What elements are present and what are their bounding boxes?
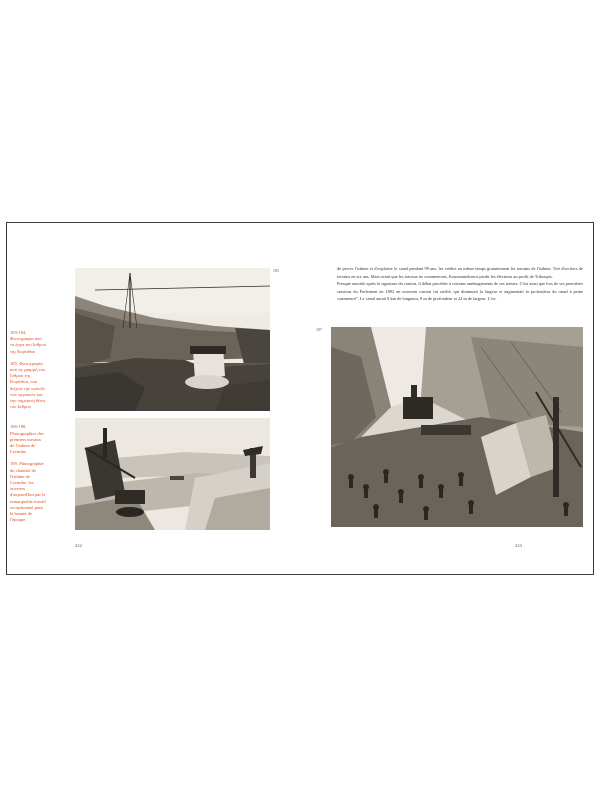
photo-excavation: [75, 268, 270, 411]
page-number-left: 222: [75, 543, 82, 548]
body-paragraph-2: Presque aussitôt après la signature du contrat, il débat procéder à certains aménagements de ses termes. C'est ainsi que lors de ses premières sessions du Parlement en 1882 un nouveau contrat fut ratifié, qui diminuait la largeur et augmentait la profondeur du canal à peine commencé". Le canal aurait 8 km de longueur, 8 m de profondeur et 22 m de largeur. L'ex-: [337, 281, 583, 302]
figure-ref-right: 187: [316, 328, 322, 332]
caption-4: 189. Photographie du chantier de l'isthme de Corinthe, les ouvriers d'aujourd'hui par le remarquable travail exceptionnel pour la beauté de l'époque: [10, 461, 46, 523]
excavation-image: [75, 268, 270, 411]
caption-1: 183-184. Φωτογραφία από τα έργα του Ισθμού της Κορίνθου: [10, 330, 47, 354]
photo-captions: [10, 330, 46, 523]
canal-cutting-image: [331, 327, 583, 527]
dredger-image: [75, 418, 270, 530]
caption-2: 185. Φωτογραφία από τη γραμμή του Ισθμού της Κορίνθου, που δείχνει την πρόοδο των εργασιών και την σημερινή θέση του Ισθμού: [10, 360, 46, 410]
figure-ref-left: 183: [273, 269, 279, 273]
page-number-right: 223: [515, 543, 522, 548]
body-text: [337, 265, 583, 303]
caption-3: 186-188. Photographies des premiers travaux de l'isthme de Corinthe: [10, 424, 44, 455]
photo-dredger: [75, 418, 270, 530]
body-paragraph-1: de percer l'isthme et d'exploiter le canal pendant 99 ans, les crédits en même temps gratuitement les terrains de l'isthme. Tiré d'un tiers de terrains en six ans. Mais avant que les travaux ne commencent, Koumoundouros perdit les élections au profit de Trikoupis.: [337, 266, 583, 279]
photo-canal-cutting: [331, 327, 583, 527]
